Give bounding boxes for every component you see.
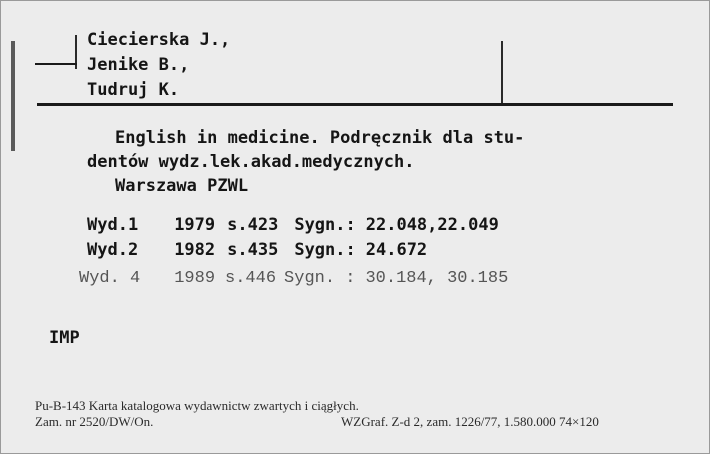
edition-row-3 [79, 269, 508, 288]
edition-year: 1982 [174, 240, 216, 260]
author-1: Ciecierska J., [87, 30, 231, 50]
edition-pages: s.423 [227, 215, 279, 235]
title-line-2: dentów wydz.lek.akad.medycznych. [87, 152, 415, 172]
edition-pages: s.435 [227, 240, 279, 260]
edition-row-2 [87, 240, 427, 260]
title-block [87, 126, 524, 198]
side-stamp-mark [1, 41, 15, 151]
edition-sygn: 30.184, 30.185 [365, 269, 509, 288]
edition-sygn-label: Sygn.: [294, 240, 356, 260]
edition-year: 1979 [174, 215, 216, 235]
author-list [87, 28, 230, 103]
header-divider-rule [37, 103, 673, 106]
title-line-1: English in medicine. Podręcznik dla stu- [115, 128, 525, 148]
form-footer-line-2-right: WZGraf. Z-d 2, zam. 1226/77, 1.580.000 74×120 [341, 414, 599, 429]
edition-label: Wyd.1 [87, 215, 139, 235]
author-2: Jenike B., [87, 55, 190, 75]
author-3: Tudruj K. [87, 80, 180, 100]
edition-label: Wyd. 4 [79, 269, 141, 288]
edition-sygn: 22.048,22.049 [365, 215, 499, 235]
edition-row-1 [87, 215, 499, 235]
form-footer-line-2-left: Zam. nr 2520/DW/On. [35, 414, 154, 429]
imp-mark: IMP [49, 328, 80, 348]
edition-sygn-label: Sygn. : [284, 269, 356, 288]
edition-sygn: 24.672 [365, 240, 428, 260]
edition-year: 1989 [174, 269, 216, 288]
edition-pages: s.446 [225, 269, 277, 288]
edition-sygn-label: Sygn.: [294, 215, 356, 235]
left-short-rule [35, 63, 77, 65]
right-vertical-rule [501, 41, 503, 103]
form-footer-line-1: Pu-B-143 Karta katalogowa wydawnictw zwartych i ciągłych. [35, 398, 359, 413]
publisher-line: Warszawa PZWL [115, 176, 249, 196]
edition-label: Wyd.2 [87, 240, 139, 260]
